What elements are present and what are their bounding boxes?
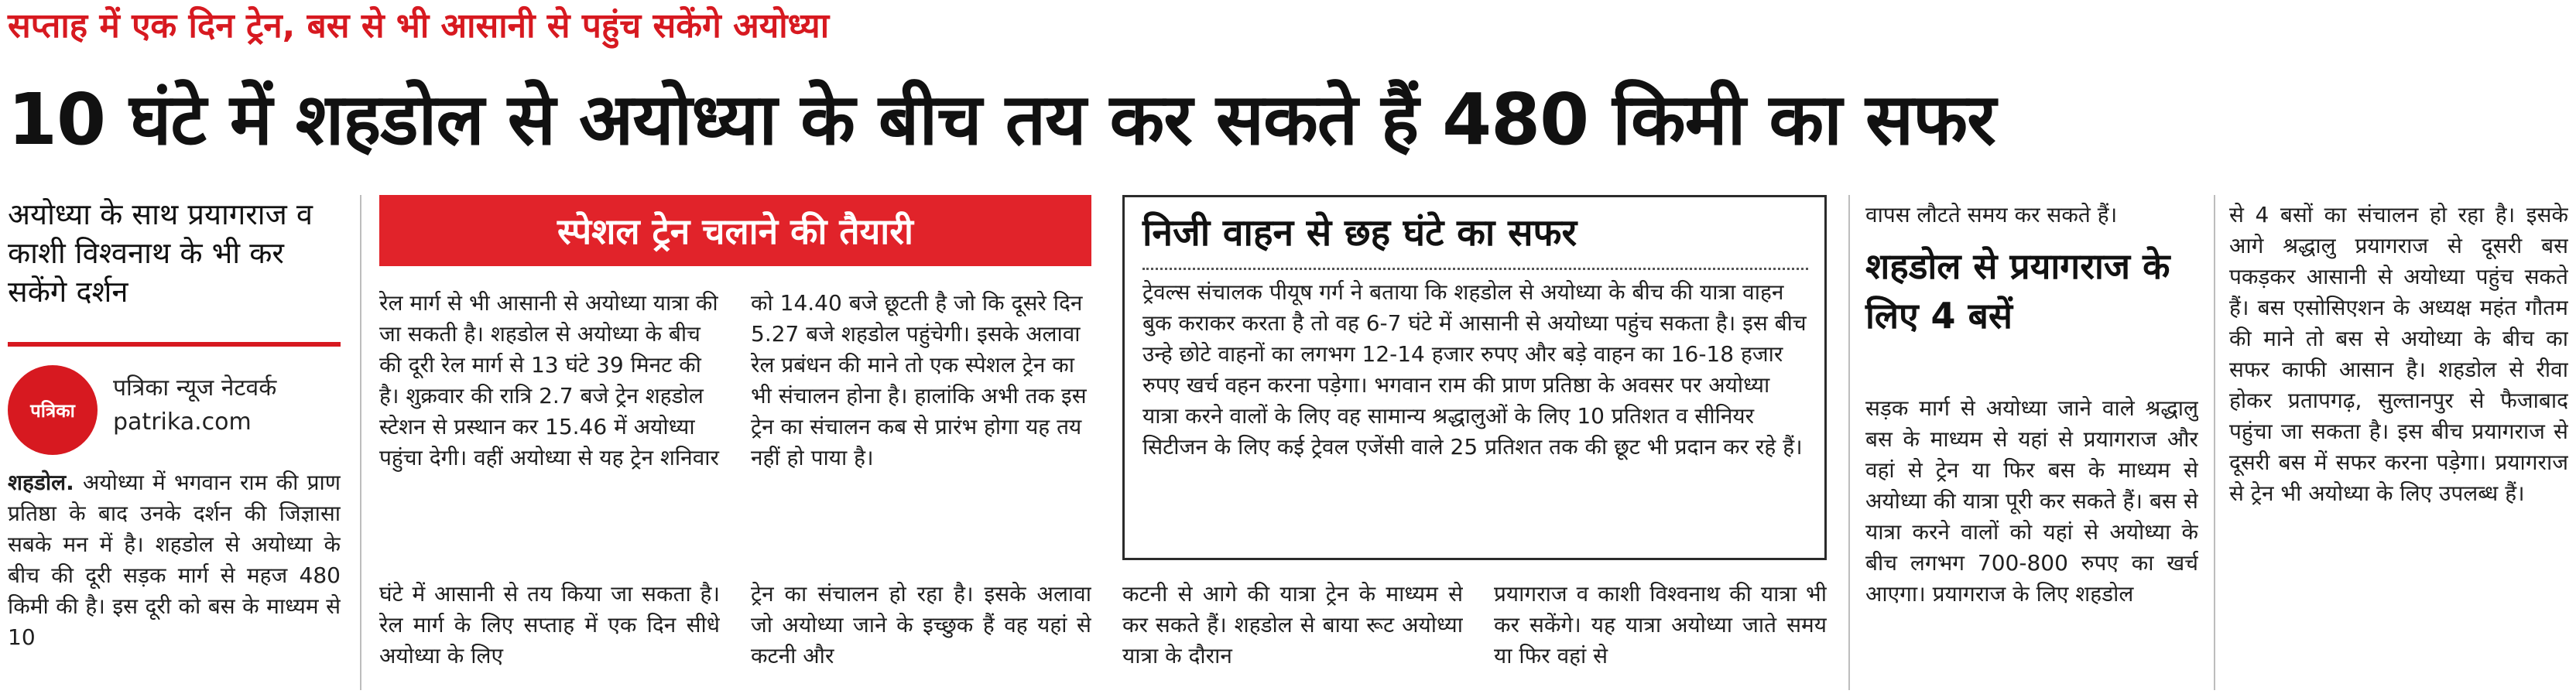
column-rule	[360, 195, 361, 690]
private-vehicle-text: ट्रेवल्स संचालक पीयूष गर्ग ने बताया कि शहडोल से अयोध्या के बीच की यात्रा वाहन बुक कराकर करता है तो वह 6-7 घंटे में आसानी से अयोध्या पहुंच सकता है। इस बीच उन्हे छोटे वाहनों का लगभग 12-14 हजार रुपए और बड़े वाहन का 16-18 हजार रुपए खर्च वहन करना पड़ेगा। भगवान राम की प्राण प्रतिष्ठा के अवसर पर अयोध्या यात्रा करने वालों के लिए वह सामान्य श्रद्धालुओं के लिए 10 प्रतिशत व सीनियर सिटीजन के लिए कई ट्रेवल एजेंसी वाले 25 प्रतिशत तक की छूट भी प्रदान कर रहे हैं।	[1142, 279, 1807, 460]
headline: 10 घंटे में शहडोल से अयोध्या के बीच तय कर सकते हैं 480 किमी का सफर	[8, 78, 1995, 161]
byline-agency: पत्रिका न्यूज नेटवर्क	[113, 374, 277, 402]
dateline: शहडोल.	[8, 470, 74, 495]
train-section-heading: स्पेशल ट्रेन चलाने की तैयारी	[379, 195, 1091, 266]
bus-subheading: शहडोल से प्रयागराज के लिए 4 बसें	[1865, 245, 2170, 337]
deck-divider	[8, 342, 341, 347]
bottom-column-3: कटनी से आगे की यात्रा ट्रेन के माध्यम से कर सकते हैं। शहडोल से बाया रूट अयोध्या यात्रा के दौरान	[1122, 581, 1463, 668]
right-column-2-text: से 4 बसों का संचालन हो रहा है। इसके आगे श्रद्धालु प्रयागराज से दूसरी बस पकड़कर आसानी से अयोध्या पहुंच सकते हैं। बस एसोसिएशन के अध्यक्ष महंत गौतम की माने तो बस से अयोध्या के बीच का सफर काफी आसान है। शहडोल से रीवा होकर प्रतापगढ़, सुल्तानपुर से फैजाबाद पहुंचा जा सकता है। इस बीच प्रयागराज से दूसरी बस में सफर करना पड़ेगा। प्रयागराज से ट्रेन भी अयोध्या के लिए उपलब्ध हैं।	[2229, 202, 2568, 506]
bottom-column-1: घंटे में आसानी से तय किया जा सकता है। रेल मार्ग के लिए सप्ताह में एक दिन सीधे अयोध्या के लिए	[379, 581, 720, 668]
deck: अयोध्या के साथ प्रयागराज व काशी विश्वनाथ के भी कर सकेंगे दर्शन	[8, 197, 313, 309]
private-vehicle-heading: निजी वाहन से छह घंटे का सफर	[1142, 211, 1577, 255]
box-dotted-rule	[1142, 268, 1808, 270]
byline-site: patrika.com	[113, 409, 252, 436]
column-rule	[2214, 195, 2215, 690]
patrika-logo: पत्रिका	[8, 365, 98, 455]
train-column-2: को 14.40 बजे छूटती है जो कि दूसरे दिन 5.27 बजे शहडोल पहुंचेगी। इसके अलावा रेल प्रबंधन की माने तो एक स्पेशल ट्रेन का भी संचालन होना है। हालांकि अभी तक इस ट्रेन का संचालन कब से प्रारंभ होगा यह तय नहीं हो पाया है।	[751, 290, 1087, 470]
bottom-column-2: ट्रेन का संचालन हो रहा है। इसके अलावा जो अयोध्या जाने के इच्छुक हैं वह यहां से कटनी और	[751, 581, 1091, 668]
right-column-1-top: वापस लौटते समय कर सकते हैं।	[1865, 202, 2118, 227]
kicker: सप्ताह में एक दिन ट्रेन, बस से भी आसानी से पहुंच सकेंगे अयोध्या	[8, 6, 830, 46]
column-rule	[1848, 195, 1850, 690]
right-column-1-text: सड़क मार्ग से अयोध्या जाने वाले श्रद्धालु बस के माध्यम से यहां से प्रयागराज और वहां से ट्रेन या फिर बस के माध्यम से अयोध्या की यात्रा पूरी कर सकते हैं। बस से यात्रा करने वालों को यहां से अयोध्या के बीच लगभग 700-800 रुपए का खर्च आएगा। प्रयागराज के लिए शहडोल	[1865, 395, 2198, 607]
lead-text: अयोध्या में भगवान राम की प्राण प्रतिष्ठा के बाद उनके दर्शन की जिज्ञासा सबके मन में है। शहडोल से अयोध्या के बीच की दूरी सड़क मार्ग से महज 480 किमी की है। इस दूरी को बस के माध्यम से 10	[8, 470, 341, 650]
bottom-column-4: प्रयागराज व काशी विश्वनाथ की यात्रा भी कर सकेंगे। यह यात्रा अयोध्या जाते समय या फिर वहां से	[1494, 581, 1827, 668]
train-column-1: रेल मार्ग से भी आसानी से अयोध्या यात्रा की जा सकती है। शहडोल से अयोध्या के बीच की दूरी रेल मार्ग से 13 घंटे 39 मिनट की है। शुक्रवार की रात्रि 2.7 बजे ट्रेन शहडोल स्टेशन से प्रस्थान कर 15.46 में अयोध्या पहुंचा देगी। वहीं अयोध्या से यह ट्रेन शनिवार	[379, 290, 719, 470]
lead-paragraph	[8, 467, 341, 692]
